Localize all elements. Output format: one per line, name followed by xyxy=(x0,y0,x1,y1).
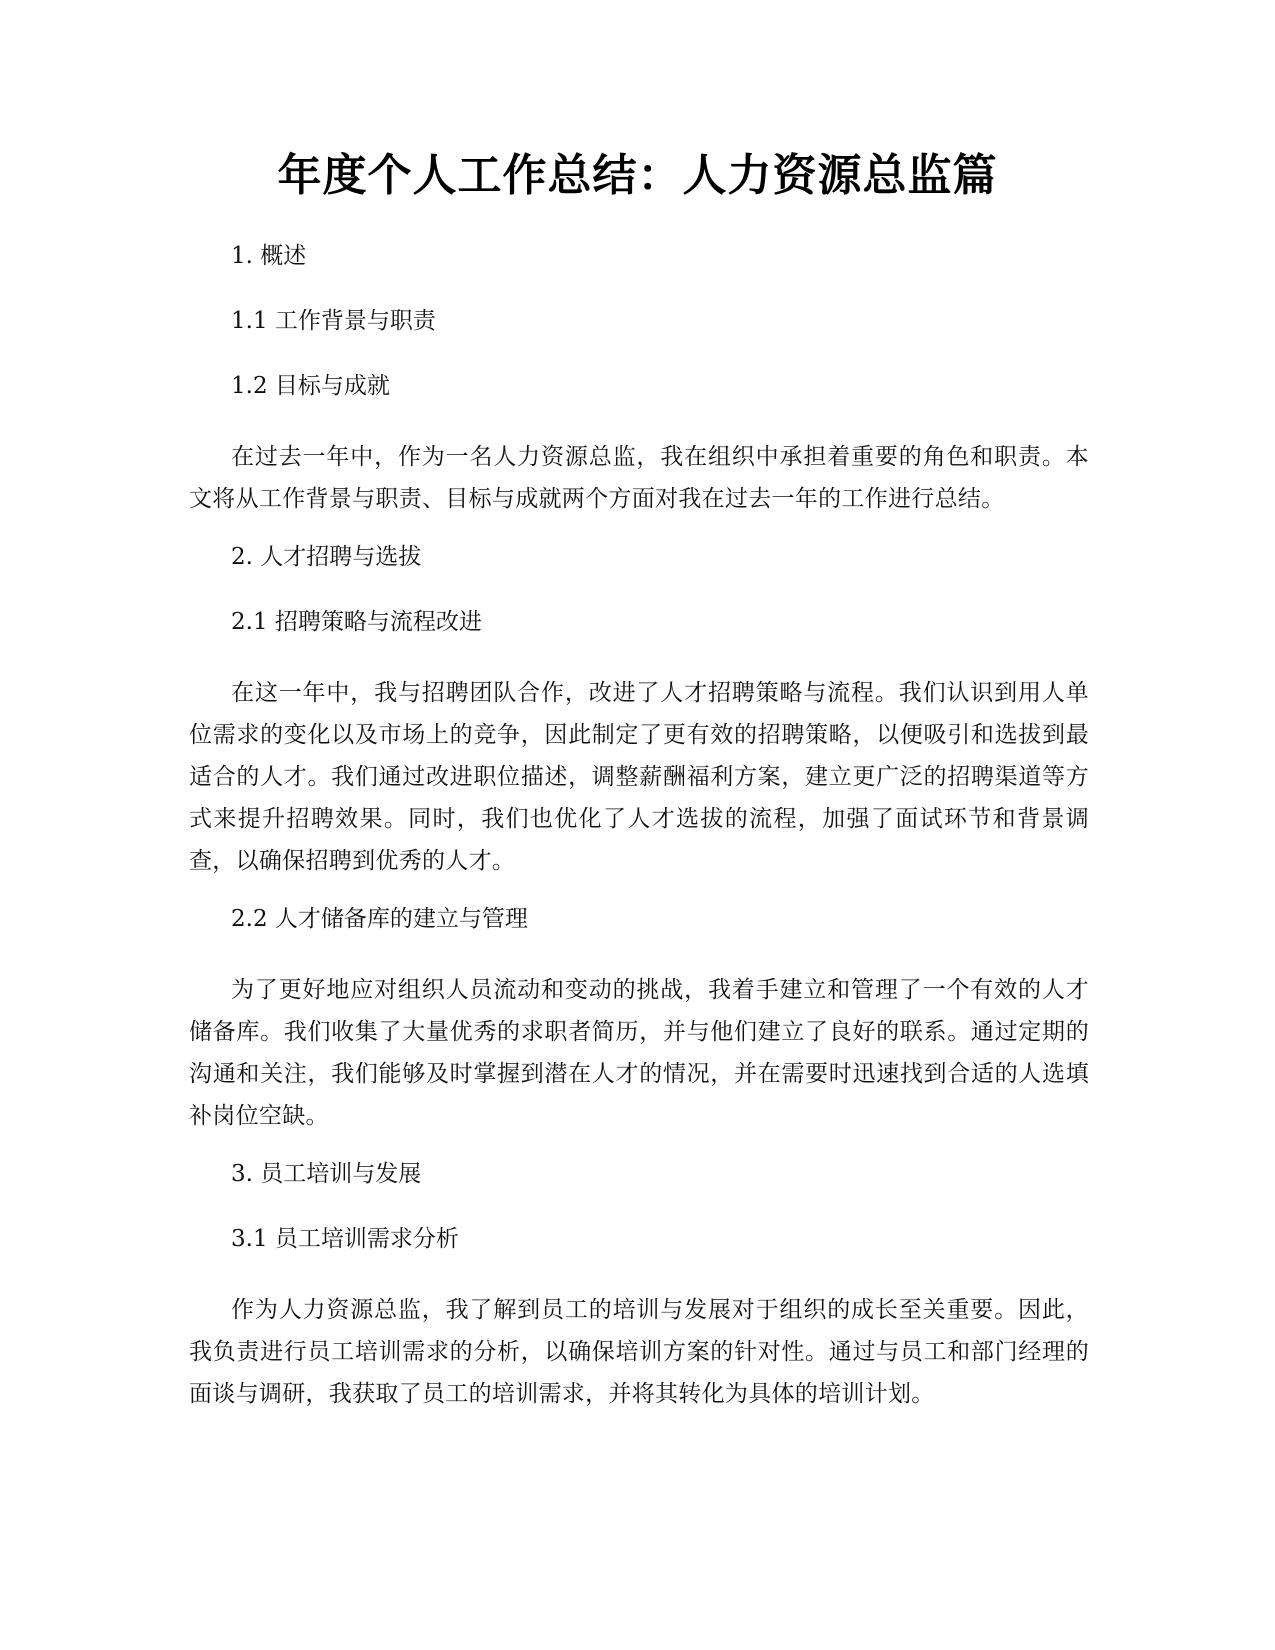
paragraph-training-needs: 作为人力资源总监，我了解到员工的培训与发展对于组织的成长至关重要。因此，我负责进行员工培训需求的分析，以确保培训方案的针对性。通过与员工和部门经理的面谈与调研，我获取了员工的培训需求，并将其转化为具体的培训计划。 xyxy=(189,1297,1089,1407)
section-heading-background: 1.1 工作背景与职责 xyxy=(231,308,436,334)
section-heading-goals: 1.2 目标与成就 xyxy=(231,373,390,399)
paragraph-overview: 在过去一年中，作为一名人力资源总监，我在组织中承担着重要的角色和职责。本文将从工作背景与职责、目标与成就两个方面对我在过去一年的工作进行总结。 xyxy=(189,444,1089,512)
section-heading-overview: 1. 概述 xyxy=(231,243,307,269)
paragraph-recruitment-strategy: 在这一年中，我与招聘团队合作，改进了人才招聘策略与流程。我们认识到用人单位需求的变化以及市场上的竞争，因此制定了更有效的招聘策略，以便吸引和选拔到最适合的人才。我们通过改进职位描述，调整薪酬福利方案，建立更广泛的招聘渠道等方式来提升招聘效果。同时，我们也优化了人才选拔的流程，加强了面试环节和背景调查，以确保招聘到优秀的人才。 xyxy=(189,680,1089,874)
paragraph-talent-pool: 为了更好地应对组织人员流动和变动的挑战，我着手建立和管理了一个有效的人才储备库。我们收集了大量优秀的求职者简历，并与他们建立了良好的联系。通过定期的沟通和关注，我们能够及时掌握到潜在人才的情况，并在需要时迅速找到合适的人选填补岗位空缺。 xyxy=(189,977,1089,1129)
section-heading-recruitment: 2. 人才招聘与选拔 xyxy=(231,544,422,570)
section-heading-recruitment-strategy: 2.1 招聘策略与流程改进 xyxy=(231,609,482,635)
document-title: 年度个人工作总结：人力资源总监篇 xyxy=(277,150,998,201)
document-body xyxy=(189,241,1089,1437)
section-heading-talent-pool: 2.2 人才储备库的建立与管理 xyxy=(231,906,528,932)
section-heading-training-needs: 3.1 员工培训需求分析 xyxy=(231,1226,459,1252)
section-heading-training: 3. 员工培训与发展 xyxy=(231,1161,422,1187)
